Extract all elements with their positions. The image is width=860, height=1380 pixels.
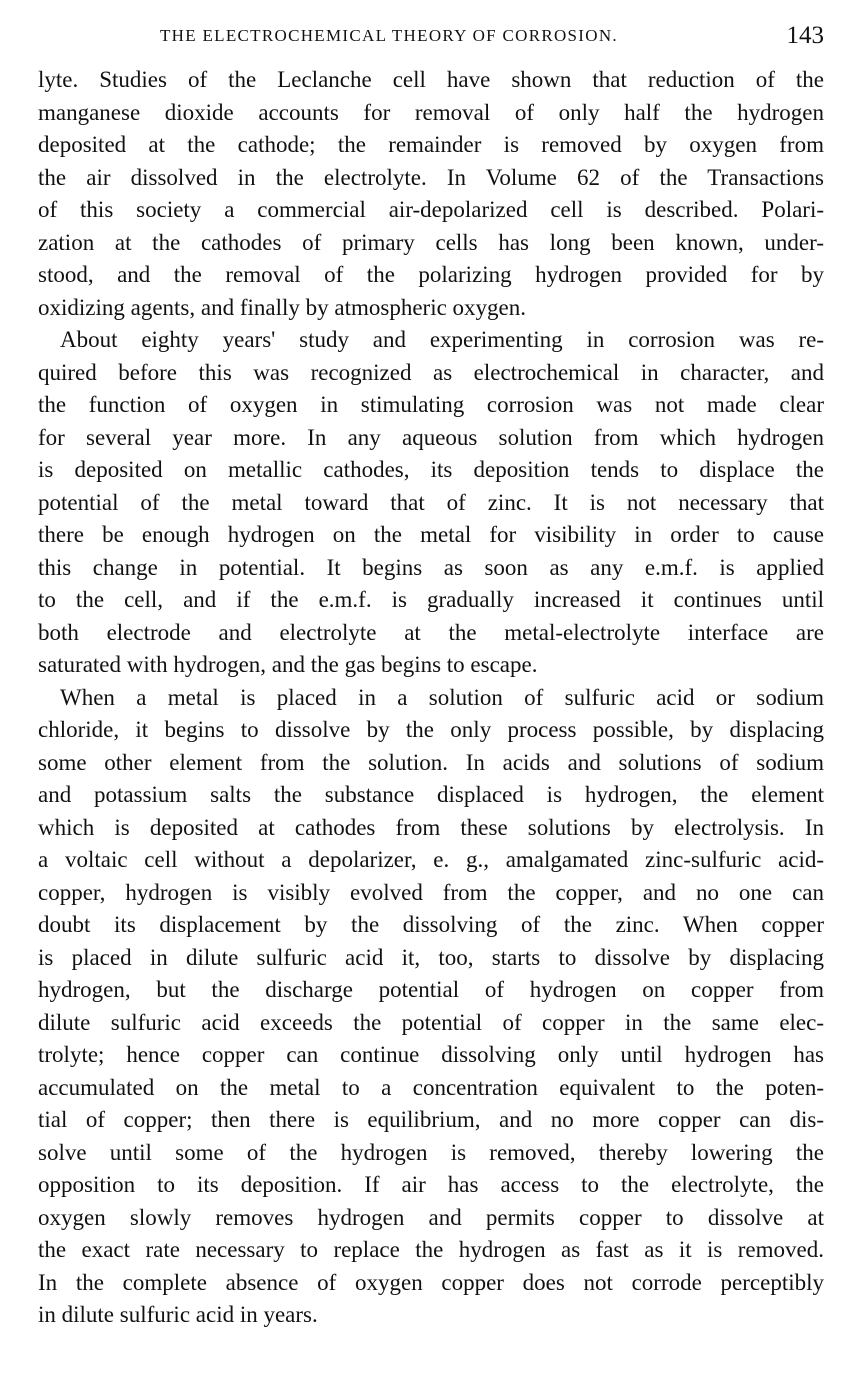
text-line: opposition to its deposition. If air has access to the electrolyte, the xyxy=(38,1172,824,1197)
paragraph xyxy=(38,324,824,682)
text-line: for several year more. In any aqueous solution from which hydrogen xyxy=(38,424,824,450)
text-line: a voltaic cell without a depolarizer, e. g., amalgamated zinc-sulfuric acid- xyxy=(38,847,824,872)
text-line: accumulated on the metal to a concentration equivalent to the poten- xyxy=(38,1074,824,1100)
text-line: lyte. Studies of the Leclanche cell have shown that reduction of the xyxy=(38,67,824,92)
page-number: 143 xyxy=(786,22,824,49)
text-line: About eighty years' study and experimenting in corrosion was re- xyxy=(60,327,824,352)
text-line: When a metal is placed in a solution of sulfuric acid or sodium xyxy=(60,684,824,710)
paragraph xyxy=(38,64,824,324)
text-line: both electrode and electrolyte at the metal-electrolyte interface are xyxy=(38,619,824,645)
text-line: solve until some of the hydrogen is removed, thereby lowering the xyxy=(38,1139,824,1165)
text-line: of this society a commercial air-depolarized cell is described. Polari- xyxy=(38,197,824,222)
text-line: is deposited on metallic cathodes, its deposition tends to displace the xyxy=(38,457,824,482)
text-line: some other element from the solution. In acids and solutions of sodium xyxy=(38,749,824,775)
text-line: potential of the metal toward that of zinc. It is not necessary that xyxy=(38,489,824,515)
text-line: the function of oxygen in stimulating corrosion was not made clear xyxy=(38,392,824,417)
text-line: this change in potential. It begins as soon as any e.m.f. is applied xyxy=(38,554,824,580)
text-line: oxygen slowly removes hydrogen and permits copper to dissolve at xyxy=(38,1204,824,1230)
text-line: trolyte; hence copper can continue dissolving only until hydrogen has xyxy=(38,1042,824,1067)
text-line: which is deposited at cathodes from these solutions by electrolysis. In xyxy=(38,814,824,840)
text-line: deposited at the cathode; the remainder is removed by oxygen from xyxy=(38,132,824,157)
text-line: to the cell, and if the e.m.f. is gradually increased it continues until xyxy=(38,587,824,612)
text-line: quired before this was recognized as electrochemical in character, and xyxy=(38,359,824,385)
text-line: there be enough hydrogen on the metal for visibility in order to cause xyxy=(38,522,824,547)
text-line: and potassium salts the substance displaced is hydrogen, the element xyxy=(38,782,824,807)
text-line: is placed in dilute sulfuric acid it, too, starts to dissolve by displacing xyxy=(38,944,824,970)
text-line: chloride, it begins to dissolve by the only process possible, by displacing xyxy=(38,717,824,742)
text-line: manganese dioxide accounts for removal of only half the hydrogen xyxy=(38,99,824,125)
text-line: doubt its displacement by the dissolving of the zinc. When copper xyxy=(38,912,824,937)
paragraph xyxy=(38,682,824,1332)
text-line: tial of copper; then there is equilibrium, and no more copper can dis- xyxy=(38,1107,824,1132)
text-line: dilute sulfuric acid exceeds the potential of copper in the same elec- xyxy=(38,1009,824,1035)
text-line: stood, and the removal of the polarizing hydrogen provided for by xyxy=(38,262,824,287)
text-line: copper, hydrogen is visibly evolved from the copper, and no one can xyxy=(38,879,824,905)
text-line: zation at the cathodes of primary cells has long been known, under- xyxy=(38,229,824,255)
text-line: hydrogen, but the discharge potential of hydrogen on copper from xyxy=(38,977,824,1002)
text-line: the exact rate necessary to replace the hydrogen as fast as it is removed. xyxy=(38,1237,824,1262)
text-line: saturated with hydrogen, and the gas begins to escape. xyxy=(38,652,538,677)
text-line: In the complete absence of oxygen copper does not corrode perceptibly xyxy=(38,1269,824,1295)
text-line: oxidizing agents, and finally by atmospheric oxygen. xyxy=(38,294,526,320)
text-line: the air dissolved in the electrolyte. In Volume 62 of the Transactions xyxy=(38,164,824,190)
body-text xyxy=(38,64,824,1332)
running-head: THE ELECTROCHEMICAL THEORY OF CORROSION. xyxy=(160,26,618,45)
text-line: in dilute sulfuric acid in years. xyxy=(38,1302,318,1327)
